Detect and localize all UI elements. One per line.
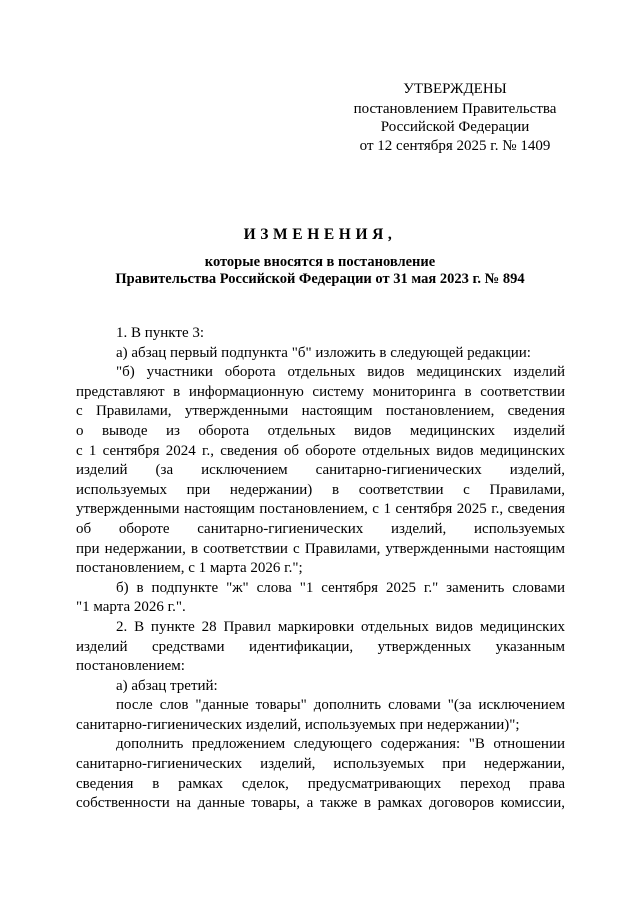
paragraph-line: 1. В пункте 3: [116,325,205,341]
paragraph-line: при недержании, в соответствии с Правилами, утвержденными настоящим [76,540,565,557]
paragraph-line: используемых при недержании) в соответствии с Правилами, [76,481,565,498]
paragraph-line: а) абзац первый подпункта "б" изложить в следующей редакции: [116,344,531,361]
paragraph-line: изделий средствами идентификации, утвержденных указанным [76,638,565,655]
paragraph-line: "б) участники оборота отдельных видов медицинских изделий [116,364,565,381]
approval-block [350,80,560,155]
paragraph-line: представляют в информационную систему мониторинга в соответствии [76,383,565,400]
paragraph-line: об обороте санитарно-гигиенических изделий, используемых [76,520,565,537]
approval-heading: УТВЕРЖДЕНЫ [403,81,507,97]
paragraph-line: дополнить предложением следующего содержания: "В отношении [116,736,565,753]
title-subline: Правительства Российской Федерации от 31 мая 2023 г. № 894 [115,271,525,287]
approval-line: постановлением Правительства [353,100,557,117]
paragraph-line: утвержденными настоящим постановлением, с 1 сентября 2025 г., сведения [76,501,565,518]
document-title [0,226,640,288]
paragraph-line: постановлением, с 1 марта 2026 г."; [76,560,303,577]
paragraph-line: после слов "данные товары" дополнить словами "(за исключением [116,697,565,714]
approval-line: Российской Федерации [380,119,530,135]
paragraph-line: сведения в рамках сделок, предусматривающих переход права [76,775,565,792]
paragraph-line: санитарно-гигиенических изделий, используемых при недержании)"; [76,716,520,733]
paragraph-line: б) в подпункте "ж" слова "1 сентября 2025 г." заменить словами [116,579,565,596]
paragraph-line: о выводе из оборота отдельных видов медицинских изделий [76,422,565,439]
paragraph-line: санитарно-гигиенических изделий, используемых при недержании, [76,756,565,773]
paragraph-line: а) абзац третий: [116,677,218,694]
title-subline: которые вносятся в постановление [204,254,436,270]
paragraph-line: 2. В пункте 28 Правил маркировки отдельных видов медицинских [116,618,565,635]
paragraph-line: "1 марта 2026 г.". [76,599,186,616]
document-body [76,324,565,814]
paragraph-line: постановлением: [76,658,185,675]
approval-line: от 12 сентября 2025 г. № 1409 [359,137,551,154]
paragraph-line: собственности на данные товары, а также в рамках договоров комиссии, [76,795,565,812]
paragraph-line: с Правилами, утвержденными настоящим постановлением, сведения [76,403,565,420]
paragraph-line: изделий (за исключением санитарно-гигиенических изделий, [76,462,565,479]
paragraph-line: с 1 сентября 2024 г., сведения об обороте отдельных видов медицинских [76,442,565,459]
title-heading: ИЗМЕНЕНИЯ, [243,226,397,243]
